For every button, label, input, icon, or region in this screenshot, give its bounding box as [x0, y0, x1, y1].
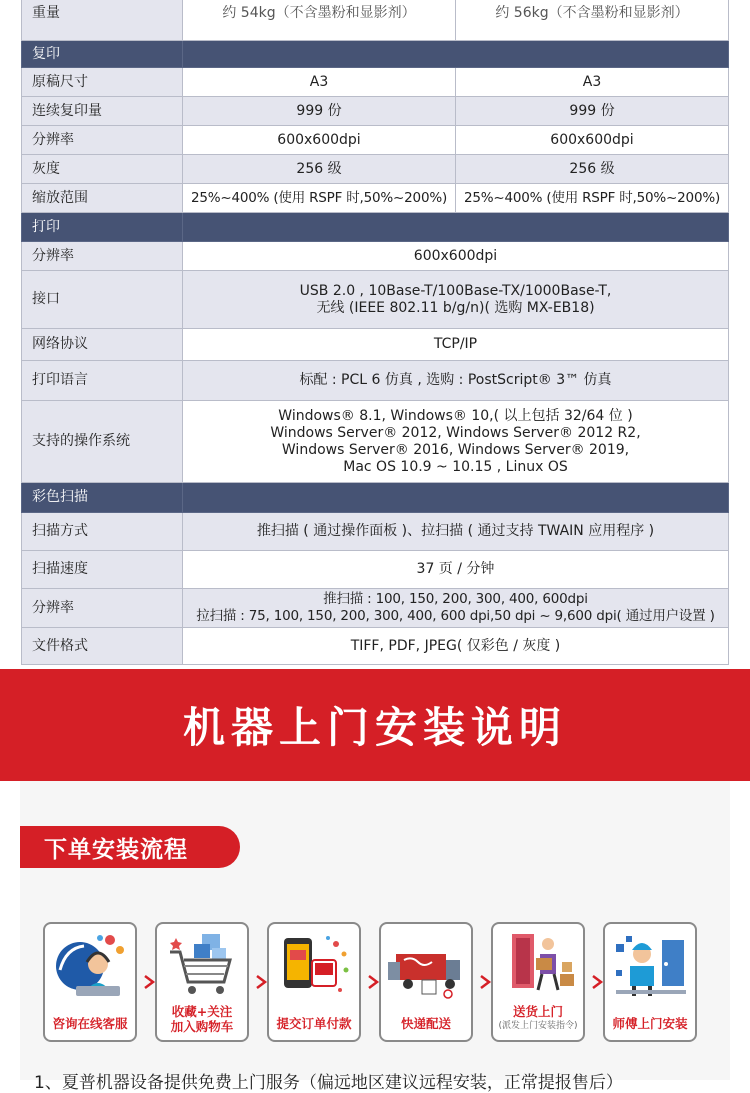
table-row [22, 97, 729, 126]
os-line: Windows® 8.1, Windows® 10,( 以上包括 32/64 位 ) [278, 407, 633, 424]
step-label-line: 加入购物车 [170, 1019, 234, 1034]
row-value: 25%~400% (使用 RSPF 时,50%~200%) [456, 184, 729, 213]
technician-icon [610, 930, 690, 1002]
row-value: 约 54kg（不含墨粉和显影剂） [183, 0, 456, 41]
scan-res-line: 拉扫描 : 75, 100, 150, 200, 300, 400, 600 dpi,50 dpi ~ 9,600 dpi( 通过用户设置 ) [196, 608, 715, 624]
door-delivery-icon [498, 930, 578, 1002]
row-value [183, 271, 729, 329]
table-row [22, 628, 729, 665]
row-label: 重量 [22, 0, 183, 41]
flow-step-delivery[interactable] [379, 922, 473, 1042]
row-label: 支持的操作系统 [22, 401, 183, 483]
row-value [183, 589, 729, 628]
table-row [22, 126, 729, 155]
table-row [22, 271, 729, 329]
interface-line: USB 2.0 , 10Base-T/100Base-TX/1000Base-T, [299, 282, 612, 299]
row-label: 网络协议 [22, 329, 183, 361]
table-row [22, 0, 729, 41]
row-value: 256 级 [456, 155, 729, 184]
row-value: 999 份 [456, 97, 729, 126]
step-label-line: 送货上门 [512, 1004, 563, 1019]
row-label: 原稿尺寸 [22, 68, 183, 97]
table-row [22, 68, 729, 97]
row-value: 999 份 [183, 97, 456, 126]
delivery-truck-icon [386, 930, 466, 1002]
row-value: TIFF, PDF, JPEG( 仅彩色 / 灰度 ) [183, 628, 729, 665]
mobile-payment-icon [274, 930, 354, 1002]
spec-table [21, 0, 729, 665]
flow-steps [43, 922, 703, 1042]
step-label-line: 收藏+关注 [171, 1004, 233, 1019]
section-header-fill [183, 213, 729, 242]
flow-step-consult[interactable] [43, 922, 137, 1042]
table-row [22, 513, 729, 551]
step-label [493, 1004, 583, 1034]
os-line: Mac OS 10.9 ~ 10.15 , Linux OS [343, 458, 568, 475]
row-label: 灰度 [22, 155, 183, 184]
table-row [22, 329, 729, 361]
section-title: 打印 [22, 213, 183, 242]
flow-step-cart[interactable] [155, 922, 249, 1042]
row-value: 标配 : PCL 6 仿真 , 选购 : PostScript® 3™ 仿真 [183, 361, 729, 401]
section-header-copy [22, 41, 729, 68]
section-header-fill [183, 483, 729, 513]
flow-tag: 下单安装流程 [20, 826, 240, 868]
section-title: 复印 [22, 41, 183, 68]
table-row [22, 155, 729, 184]
flow-step-install[interactable] [603, 922, 697, 1042]
row-label: 文件格式 [22, 628, 183, 665]
section-header-fill [183, 41, 729, 68]
row-value: A3 [456, 68, 729, 97]
step-sublabel: (派发上门安装指令) [498, 1021, 578, 1031]
row-label: 扫描速度 [22, 551, 183, 589]
row-value: 推扫描 ( 通过操作面板 )、拉扫描 ( 通过支持 TWAIN 应用程序 ) [183, 513, 729, 551]
section-header-print [22, 213, 729, 242]
banner-title: 机器上门安装说明 [182, 703, 567, 752]
flow-step-door[interactable] [491, 922, 585, 1042]
table-row [22, 184, 729, 213]
step-label: 快递配送 [400, 1016, 451, 1031]
scan-res-line: 推扫描 : 100, 150, 200, 300, 400, 600dpi [323, 591, 588, 607]
row-value: 600x600dpi [183, 126, 456, 155]
row-value: 600x600dpi [183, 242, 729, 271]
row-label: 分辨率 [22, 126, 183, 155]
arrow-right-icon [479, 975, 491, 989]
table-row [22, 361, 729, 401]
os-line: Windows Server® 2012, Windows Server® 2012 R2, [270, 424, 641, 441]
os-line: Windows Server® 2016, Windows Server® 2019, [281, 441, 630, 458]
step-label: 咨询在线客服 [52, 1016, 128, 1031]
table-row [22, 551, 729, 589]
row-value: 25%~400% (使用 RSPF 时,50%~200%) [183, 184, 456, 213]
row-value: TCP/IP [183, 329, 729, 361]
row-label: 接口 [22, 271, 183, 329]
table-row [22, 242, 729, 271]
step-label: 提交订单付款 [276, 1016, 352, 1031]
interface-line: 无线 (IEEE 802.11 b/g/n)( 选购 MX-EB18) [316, 299, 595, 316]
flow-step-pay[interactable] [267, 922, 361, 1042]
table-row [22, 589, 729, 628]
row-label: 扫描方式 [22, 513, 183, 551]
table-row [22, 401, 729, 483]
row-label: 分辨率 [22, 242, 183, 271]
install-banner [0, 669, 750, 781]
headset-agent-icon [50, 930, 130, 1002]
arrow-right-icon [367, 975, 379, 989]
section-title: 彩色扫描 [22, 483, 183, 513]
row-value: 约 56kg（不含墨粉和显影剂） [456, 0, 729, 41]
row-label: 打印语言 [22, 361, 183, 401]
row-value: 600x600dpi [456, 126, 729, 155]
row-label: 连续复印量 [22, 97, 183, 126]
install-note: 1、夏普机器设备提供免费上门服务（偏远地区建议远程安装，正常提报售后） [34, 1073, 623, 1093]
step-label: 师傅上门安装 [612, 1016, 688, 1031]
arrow-right-icon [143, 975, 155, 989]
row-value: 37 页 / 分钟 [183, 551, 729, 589]
row-value [183, 401, 729, 483]
section-header-scan [22, 483, 729, 513]
shopping-cart-icon [162, 930, 242, 1002]
row-label: 缩放范围 [22, 184, 183, 213]
row-value: 256 级 [183, 155, 456, 184]
arrow-right-icon [591, 975, 603, 989]
row-value: A3 [183, 68, 456, 97]
row-label: 分辨率 [22, 589, 183, 628]
arrow-right-icon [255, 975, 267, 989]
install-flow-panel [20, 781, 730, 1080]
step-label [157, 1004, 247, 1034]
